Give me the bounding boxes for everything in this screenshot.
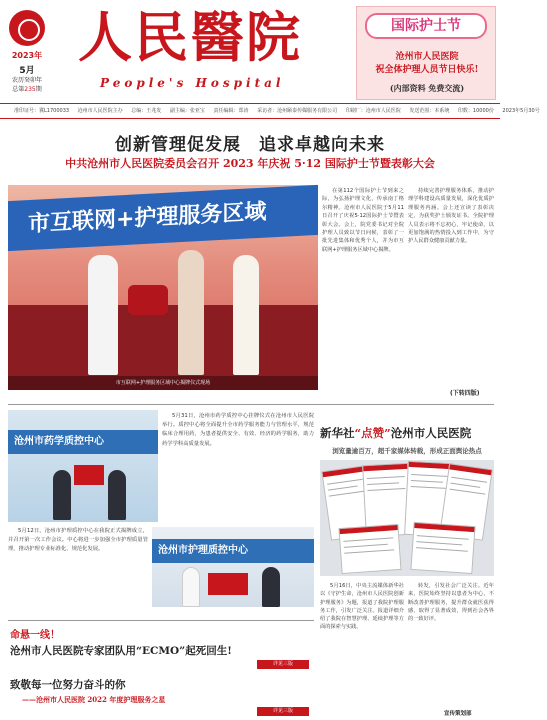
- doctor-figure: [182, 567, 200, 607]
- section-divider: [8, 404, 494, 405]
- xinhua-title-a: 新华社: [320, 426, 355, 440]
- article-column: 转发，引发社会广泛关注。近年来，医院始终坚持以患者为中心，不断改善护理服务，提升群众就医获得感，取得了显著成效，得到社会各界的一致好评。: [408, 583, 494, 623]
- plaque-cover: [208, 573, 248, 595]
- publication-info-bar: [0, 103, 540, 119]
- pharmacy-center-photo: [8, 410, 158, 522]
- masthead: [0, 0, 500, 102]
- ecmo-headline: 沧州市人民医院专家团队用“ECMO”起死回生!: [10, 645, 232, 657]
- nurses-day-ad: [356, 6, 496, 100]
- article-column: 持续完善护理服务体系，推动护理学科建设高质量发展，深化优质护理服务内涵。会上还宣读了表彰决定，为获奖护士颁发证书。全院护理人员表示将不忘初心，牢记使命，以更加饱满的热情投入到工作中，为守护人民群众健康贡献力量。: [408, 188, 494, 245]
- xinhua-title-b: “点赞”: [354, 426, 391, 440]
- info-item: 准印证号：冀L1700033: [14, 108, 70, 114]
- lunar-year: 农历癸卯年: [11, 77, 42, 84]
- info-item: 责任编辑：郑涛: [213, 108, 249, 114]
- article-column: 5月16日，中央主流媒体新华社以《守护生命，沧州市人民医院创新护理服务》为题，报道了我院护理服务工作，引发广泛关注。报道详细介绍了我院在智慧护理、延续护理等方面的探索与实践。: [320, 583, 404, 631]
- pharmacy-banner: 沧州市药学质控中心: [8, 430, 158, 454]
- issue-value: 235: [24, 86, 36, 93]
- section-divider: [8, 620, 314, 621]
- media-screenshot: [338, 524, 401, 574]
- issue-number: [6, 85, 48, 94]
- article-column: 5月12日，沧州市护理质控中心在我院正式揭牌成立，并召开第一次工作会议。中心将进一步加强全市护理质量管理，推动护理专业标准化、规范化发展。: [8, 528, 148, 552]
- ad-greeting: 祝全体护理人员节日快乐!: [375, 65, 479, 75]
- article-column: 5月31日，沧州市药学质控中心挂牌仪式在沧州市人民医院举行。质控中心将全面提升全市药学服务能力与管理水平，规范临床合理用药，为患者提供安全、有效、经济的药学服务，助力药学学科高质量发展。: [162, 413, 314, 447]
- info-item: 采访者：沧州颐泰传媒服务有限公司: [257, 108, 338, 114]
- official-figure: [233, 255, 259, 375]
- nursing-banner: 沧州市护理质控中心: [152, 539, 314, 563]
- nurse-star-headline: 致敬每一位努力奋斗的你: [10, 679, 126, 691]
- issue-prefix: 总第: [12, 86, 25, 93]
- info-item: 印刷厂：沧州市人民医院: [345, 108, 401, 114]
- main-subheadline: 中共沧州市人民医院委员会召开 2023 年庆祝 5·12 国际护士节暨表彰大会: [65, 157, 435, 170]
- date-column: [6, 10, 48, 100]
- nursing-center-photo: [152, 527, 314, 607]
- ad-note: (内部资料 免费交流): [389, 83, 465, 93]
- info-item: 2023年5月30号: [502, 108, 540, 114]
- xinhua-headline: [320, 425, 494, 441]
- article-column: 在第112个国际护士节到来之际，为弘扬护理文化，传承南丁格尔精神。沧州市人民医院于5月11日召开了庆祝5·12国际护士节暨表彰大会。会上，院党委书记对全院护理人员致以节日问候，表彰了一批先进集体和优秀个人，并为市互联网+护理服务区域中心揭牌。: [322, 188, 404, 253]
- info-item: 总编：王兆发: [131, 108, 162, 114]
- paper-title: 人民醫院: [78, 5, 302, 69]
- media-screenshot: [410, 522, 475, 574]
- xinhua-subheadline: 浏览量逾百万，超千家媒体转载，形成正面舆论热点: [332, 447, 482, 455]
- photo-caption: 市互联网+护理服务区域中心揭牌仪式现场: [8, 376, 318, 390]
- paper-subtitle: People's Hospital: [100, 76, 285, 90]
- issue-suffix: 期: [35, 86, 42, 93]
- hospital-logo-icon: [9, 10, 45, 46]
- main-headline: 创新管理促发展 追求卓越向未来: [115, 135, 385, 155]
- doctor-figure: [88, 255, 118, 375]
- plaque-cover: [74, 465, 104, 485]
- ceremony-photo: [8, 185, 318, 390]
- plaque-cover: [128, 285, 168, 315]
- ecmo-kicker: 命悬一线！: [10, 630, 60, 641]
- issue-month: 5月: [19, 66, 35, 76]
- official-figure: [53, 470, 71, 520]
- info-item: 印数：10000份: [457, 108, 494, 114]
- info-item: 发送范围：本系统: [409, 108, 450, 114]
- see-page-tag: 详见三版: [257, 707, 309, 716]
- ad-hospital: 沧州市人民医院: [395, 52, 459, 62]
- official-figure: [108, 470, 126, 520]
- ad-heading: 国际护士节: [365, 13, 487, 39]
- info-item: 副主编：张亚宝: [169, 108, 205, 114]
- official-figure: [262, 567, 280, 607]
- continued-note: (下转四版): [450, 390, 480, 397]
- issue-year: 2023年: [11, 51, 43, 60]
- official-figure: [178, 250, 204, 375]
- info-item: 沧州市人民医院主办: [77, 108, 123, 114]
- xinhua-title-c: 沧州市人民医院: [390, 426, 472, 440]
- ceremony-banner: 市互联网+护理服务区域: [8, 185, 318, 251]
- department-credit: 宣传策划部: [444, 711, 472, 717]
- nurse-star-subline: ——沧州市人民医院 2022 年度护理服务之星: [22, 695, 166, 704]
- media-screenshot-collage: [320, 460, 494, 576]
- see-page-tag: 详见三版: [257, 660, 309, 669]
